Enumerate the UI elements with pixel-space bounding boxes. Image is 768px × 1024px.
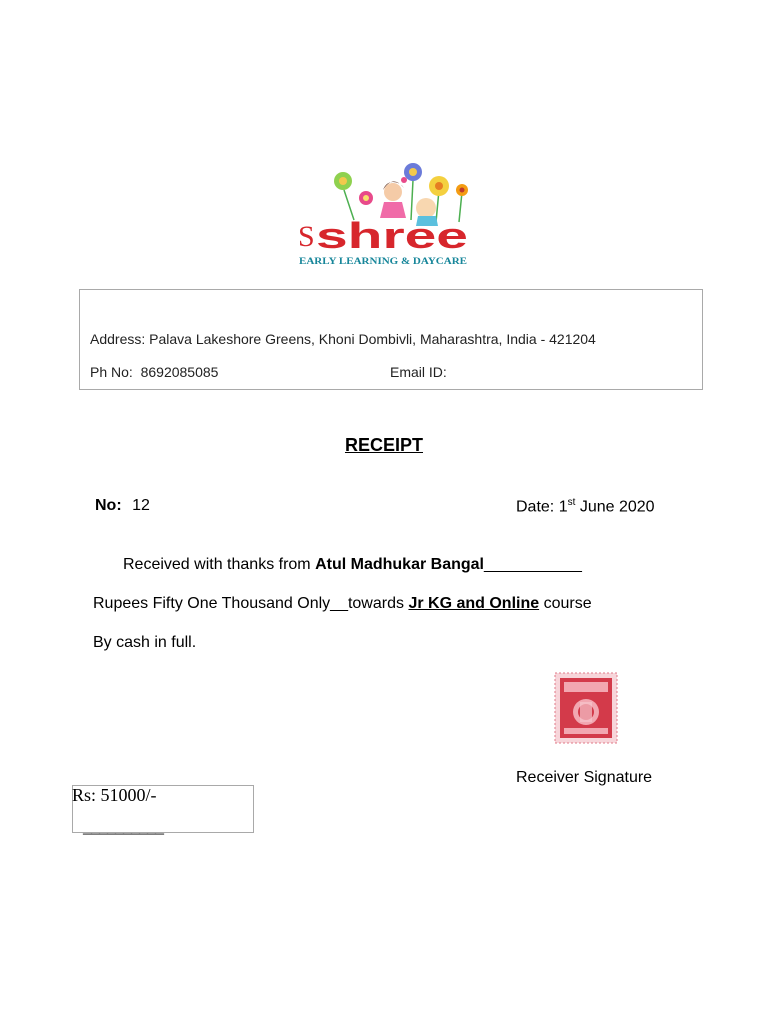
receipt-number-label: No: [95,497,122,514]
child-girl-icon [380,177,407,218]
revenue-stamp-icon [554,672,618,744]
flower-icon [456,184,468,196]
logo-graphic [296,160,472,270]
receipt-number-value: 12 [132,497,150,514]
flower-icon [359,191,373,205]
receipt-title: RECEIPT [344,435,423,455]
received-from-line [123,556,582,574]
payer-name: Atul Madhukar Bangal [315,556,484,573]
received-text: Received with thanks from [123,556,316,573]
brand-logo-text: S [298,220,315,253]
revenue-stamp [554,672,618,744]
receipt-number [95,497,150,515]
receipt-date [516,497,655,516]
phone-label: Ph No: [90,364,133,380]
amount-figure: Rs: 51000/- [72,785,157,805]
flower-icon [404,163,422,181]
receiver-signature-label: Receiver Signature [516,769,653,786]
school-logo [296,160,472,270]
flower-icon [334,172,352,190]
date-ordinal: st [567,497,576,508]
course-suffix: course [539,595,592,612]
contact-box [79,289,703,390]
course-name: Jr KG and Online [408,595,540,612]
phone-line [90,364,218,380]
amount-words-line [93,595,592,613]
address-text: Address: Palava Lakeshore Greens, Khoni Dombivli, Maharashtra, India - 421204 [90,331,596,347]
brand-tagline: EARLY LEARNING & DAYCARE [299,257,467,267]
phone-value: 8692085085 [140,364,219,380]
amount-words: Rupees Fifty One Thousand Only__towards [93,595,409,612]
email-label: Email ID: [390,364,447,380]
flower-icon [429,176,449,196]
date-label: Date: 1 [516,498,568,516]
date-rest: June 2020 [575,498,655,516]
payer-blank: ___________ [483,556,582,573]
brand-logo-text: shree [316,215,468,256]
amount-blank: __________ [83,816,163,836]
payment-mode: By cash in full. [93,634,197,651]
